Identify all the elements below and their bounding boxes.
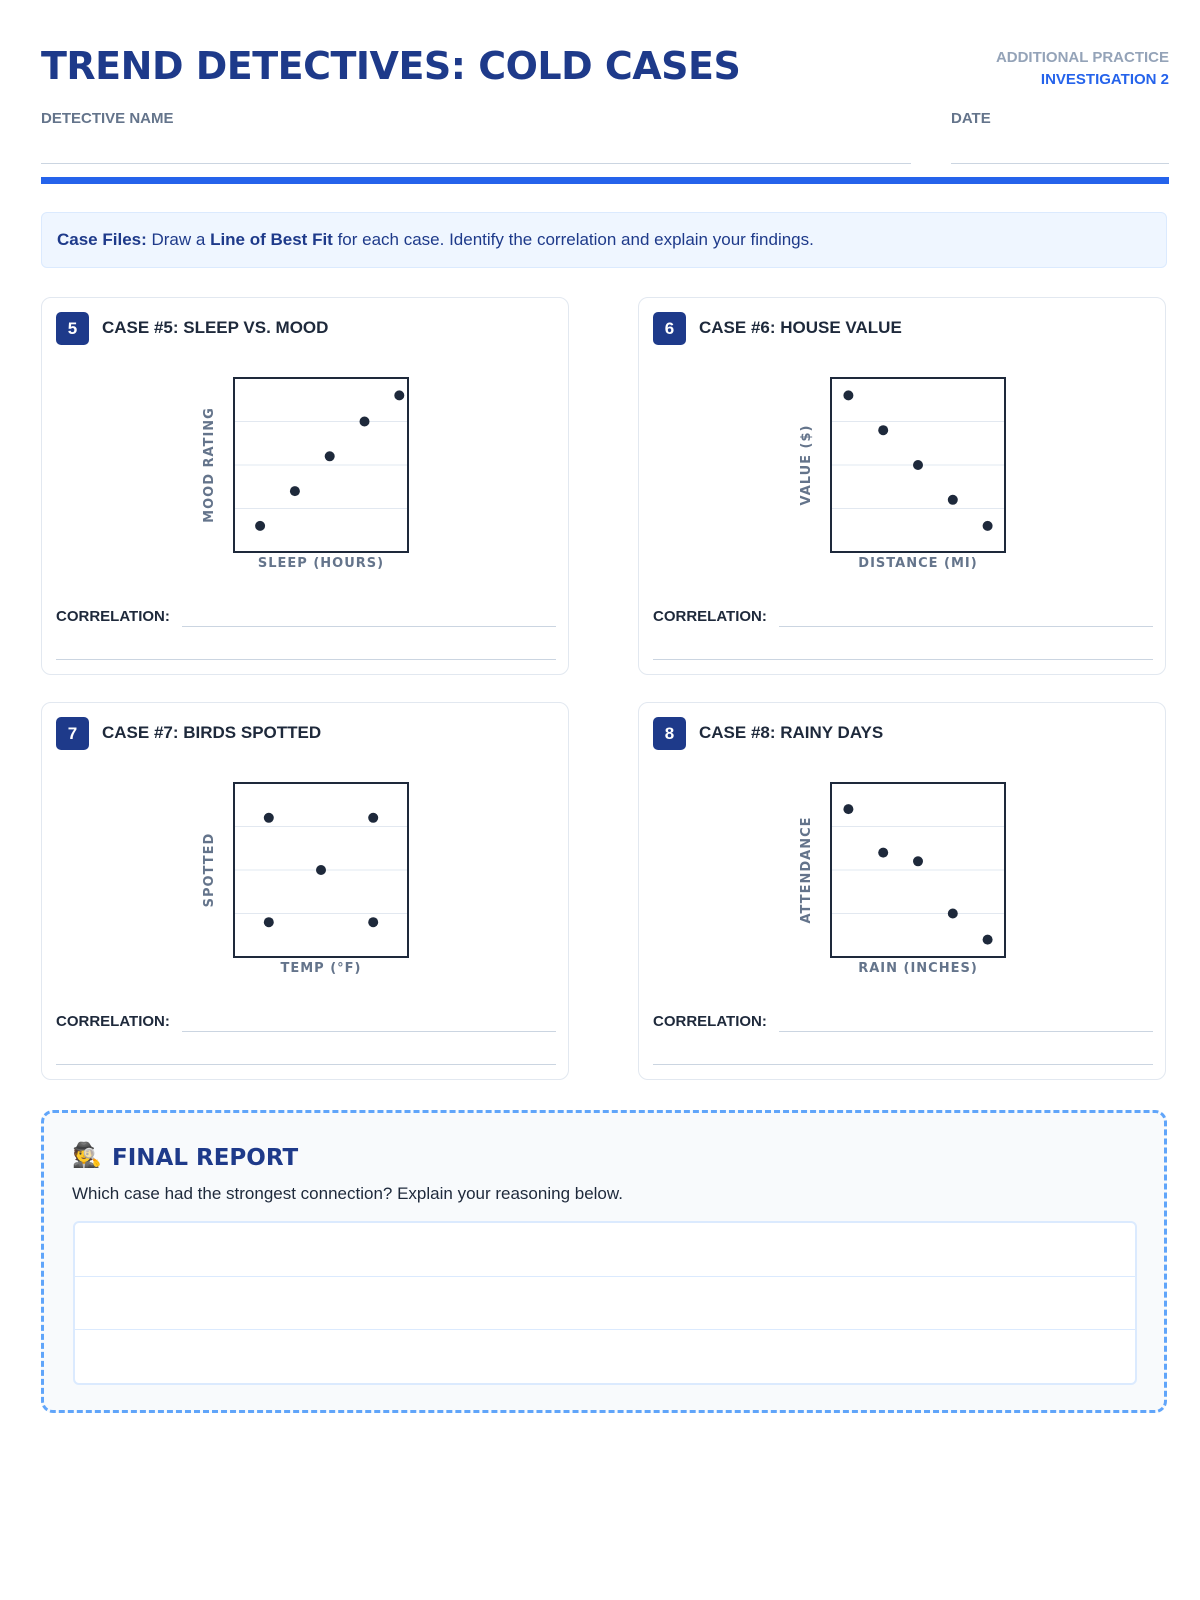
header-tags bbox=[996, 47, 1169, 91]
scatter-plot-rainy-days[interactable] bbox=[779, 763, 1019, 993]
data-point bbox=[913, 856, 923, 866]
investigation-label: INVESTIGATION 2 bbox=[1040, 71, 1169, 88]
correlation-answer-line[interactable] bbox=[779, 1031, 1153, 1032]
explanation-answer-line[interactable] bbox=[653, 659, 1153, 660]
case-title: CASE #6: HOUSE VALUE bbox=[699, 318, 902, 337]
data-point bbox=[843, 390, 853, 400]
scatter-plot-house-value[interactable] bbox=[779, 358, 1019, 588]
instructions-banner bbox=[41, 212, 1167, 268]
explanation-answer-line[interactable] bbox=[56, 659, 556, 660]
x-axis-label: DISTANCE (MI) bbox=[858, 556, 978, 571]
y-axis-label: ATTENDANCE bbox=[799, 816, 814, 924]
date-field[interactable] bbox=[951, 163, 1169, 164]
instructions-text-1: Draw a bbox=[146, 230, 211, 249]
detective-icon: 🕵️ bbox=[72, 1142, 102, 1169]
data-point bbox=[843, 804, 853, 814]
data-point bbox=[360, 417, 370, 427]
correlation-label: CORRELATION: bbox=[653, 608, 767, 625]
correlation-label: CORRELATION: bbox=[653, 1013, 767, 1030]
data-point bbox=[290, 486, 300, 496]
case-card-5 bbox=[41, 297, 569, 675]
case-number-badge: 6 bbox=[653, 312, 686, 345]
case-number-badge: 8 bbox=[653, 717, 686, 750]
final-report-answer-box[interactable] bbox=[73, 1221, 1137, 1385]
data-point bbox=[368, 813, 378, 823]
data-point bbox=[264, 813, 274, 823]
data-point bbox=[983, 521, 993, 531]
correlation-label: CORRELATION: bbox=[56, 1013, 170, 1030]
data-point bbox=[316, 865, 326, 875]
detective-name-field[interactable] bbox=[41, 163, 911, 164]
worksheet-header bbox=[41, 40, 1169, 190]
final-report-section bbox=[41, 1110, 1167, 1413]
data-point bbox=[878, 425, 888, 435]
date-label: DATE bbox=[951, 110, 991, 127]
data-point bbox=[948, 495, 958, 505]
case-title: CASE #8: RAINY DAYS bbox=[699, 723, 884, 742]
final-report-prompt: Which case had the strongest connection? Explain your reasoning below. bbox=[72, 1184, 623, 1203]
answer-line bbox=[75, 1276, 1135, 1277]
data-point bbox=[878, 848, 888, 858]
x-axis-label: SLEEP (HOURS) bbox=[257, 556, 385, 571]
answer-line bbox=[75, 1329, 1135, 1330]
y-axis-label: VALUE ($) bbox=[799, 424, 814, 506]
case-card-8 bbox=[638, 702, 1166, 1080]
x-axis-label: RAIN (INCHES) bbox=[858, 961, 978, 976]
data-point bbox=[255, 521, 265, 531]
explanation-answer-line[interactable] bbox=[56, 1064, 556, 1065]
x-axis-label: TEMP (°F) bbox=[280, 961, 362, 976]
scatter-plot-sleep-mood[interactable] bbox=[182, 358, 422, 588]
data-point bbox=[913, 460, 923, 470]
case-card-6 bbox=[638, 297, 1166, 675]
data-point bbox=[948, 909, 958, 919]
data-point bbox=[264, 917, 274, 927]
instructions-text-2: for each case. Identify the correlation and explain your findings. bbox=[332, 230, 814, 249]
scatter-plot-birds-spotted[interactable] bbox=[182, 763, 422, 993]
instructions-lead: Case Files: bbox=[57, 230, 147, 249]
final-report-title: FINAL REPORT bbox=[112, 1145, 299, 1171]
instructions-emphasis: Line of Best Fit bbox=[210, 230, 333, 249]
data-point bbox=[368, 917, 378, 927]
case-number-badge: 7 bbox=[56, 717, 89, 750]
explanation-answer-line[interactable] bbox=[653, 1064, 1153, 1065]
case-title: CASE #5: SLEEP VS. MOOD bbox=[102, 318, 329, 337]
page-title: TREND DETECTIVES: COLD CASES bbox=[41, 44, 741, 88]
data-point bbox=[325, 451, 335, 461]
case-title: CASE #7: BIRDS SPOTTED bbox=[102, 723, 322, 742]
data-point bbox=[983, 935, 993, 945]
detective-name-label: DETECTIVE NAME bbox=[41, 110, 174, 127]
case-card-7 bbox=[41, 702, 569, 1080]
correlation-answer-line[interactable] bbox=[182, 626, 556, 627]
case-number-badge: 5 bbox=[56, 312, 89, 345]
practice-label: ADDITIONAL PRACTICE bbox=[995, 49, 1169, 66]
correlation-label: CORRELATION: bbox=[56, 608, 170, 625]
correlation-answer-line[interactable] bbox=[779, 626, 1153, 627]
data-point bbox=[394, 390, 404, 400]
y-axis-label: SPOTTED bbox=[202, 832, 217, 908]
correlation-answer-line[interactable] bbox=[182, 1031, 556, 1032]
header-divider bbox=[41, 177, 1169, 184]
y-axis-label: MOOD RATING bbox=[202, 407, 217, 523]
